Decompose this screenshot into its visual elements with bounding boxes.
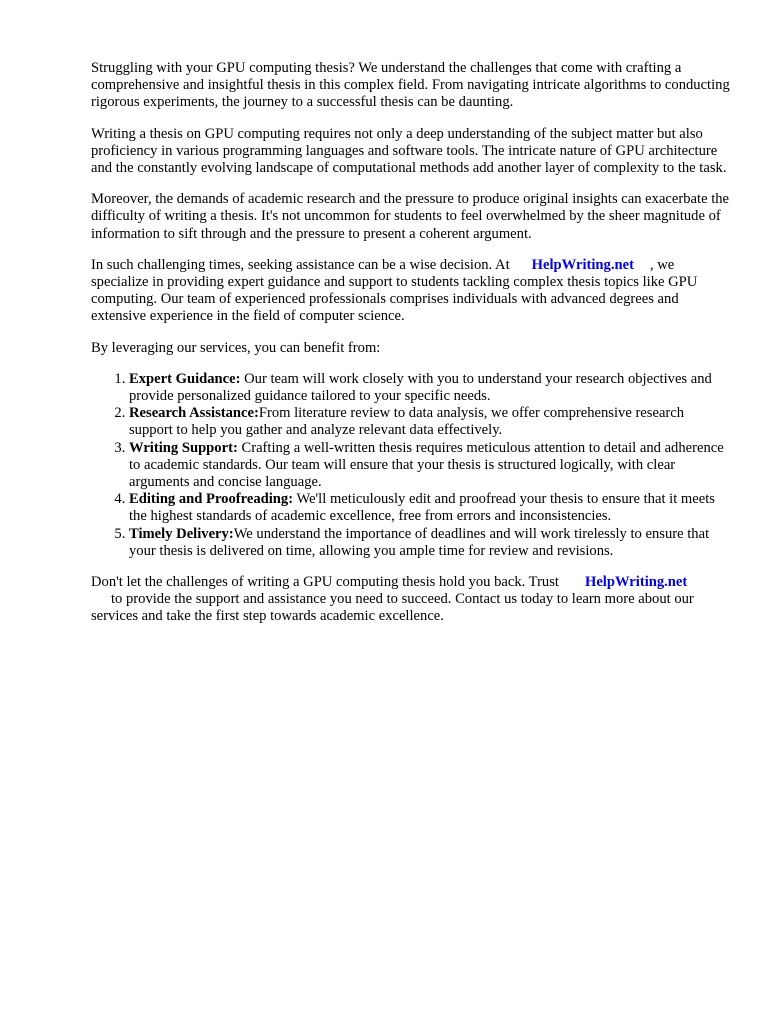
benefit-item-timely-delivery (129, 526, 731, 560)
paragraph-demands: Moreover, the demands of academic research and the pressure to produce original insights can exacerbate the difficulty of writing a thesis. It's not uncommon for students to feel overwhelmed by the sheer magnitude of information to sift through and the pressure to present a coherent argument. (91, 191, 730, 242)
paragraph-requirements: Writing a thesis on GPU computing requires not only a deep understanding of the subject matter but also proficiency in various programming languages and software tools. The intricate nature of GPU architecture and the constantly evolving landscape of computational methods add another layer of complexity to the task. (91, 125, 727, 177)
paragraph-closing-after: to provide the support and assistance you need to succeed. Contact us today to learn more about our services and take the first step towards academic excellence. (91, 591, 694, 625)
paragraph-assistance-before: In such challenging times, seeking assistance can be a wise decision. At (91, 256, 510, 273)
document-page (91, 60, 731, 640)
benefit-item-expert-guidance (129, 371, 731, 405)
benefit-title: Research Assistance: (129, 405, 259, 422)
benefit-text: We'll meticulously edit and proofread your thesis to ensure that it meets the highest standards of academic excellence, free from errors and inconsistencies. (129, 491, 715, 525)
paragraph-assistance-after: , we specialize in providing expert guidance and support to students tackling complex thesis topics like GPU computing. Our team of experienced professionals comprises individuals with advanced degrees and extensive experience in the field of computer science. (91, 256, 698, 325)
benefits-list (91, 371, 731, 560)
benefit-item-editing-proofreading (129, 491, 731, 525)
benefits-intro: By leveraging our services, you can benefit from: (91, 339, 381, 356)
paragraph-assistance (91, 257, 731, 326)
benefit-text: From literature review to data analysis, we offer comprehensive research support to help you gather and analyze relevant data effectively. (129, 405, 685, 439)
paragraph-closing-before: Don't let the challenges of writing a GPU computing thesis hold you back. Trust (91, 574, 559, 591)
paragraph-closing (91, 574, 731, 626)
benefit-text: We understand the importance of deadlines and will work tirelessly to ensure that your thesis is delivered on time, allowing you ample time for review and revisions. (129, 525, 710, 559)
benefit-title: Timely Delivery: (129, 525, 234, 542)
benefit-item-research-assistance (129, 405, 731, 439)
benefit-item-writing-support (129, 440, 731, 492)
paragraph-intro: Struggling with your GPU computing thesis? We understand the challenges that come with crafting a comprehensive and insightful thesis in this complex field. From navigating intricate algorithms to conducting rigorous experiments, the journey to a successful thesis can be daunting. (91, 60, 730, 111)
helpwriting-link[interactable]: HelpWriting.net (531, 256, 634, 273)
benefit-title: Editing and Proofreading: (129, 491, 294, 508)
benefit-title: Expert Guidance: (129, 370, 241, 387)
helpwriting-link-closing[interactable]: HelpWriting.net (584, 574, 688, 591)
benefit-text: Crafting a well-written thesis requires meticulous attention to detail and adherence to academic standards. Our team will ensure that your thesis is structured logically, with clear arguments and concise language. (129, 439, 724, 491)
benefit-title: Writing Support: (129, 439, 238, 456)
benefit-text: Our team will work closely with you to understand your research objectives and provide personalized guidance tailored to your specific needs. (129, 370, 712, 405)
